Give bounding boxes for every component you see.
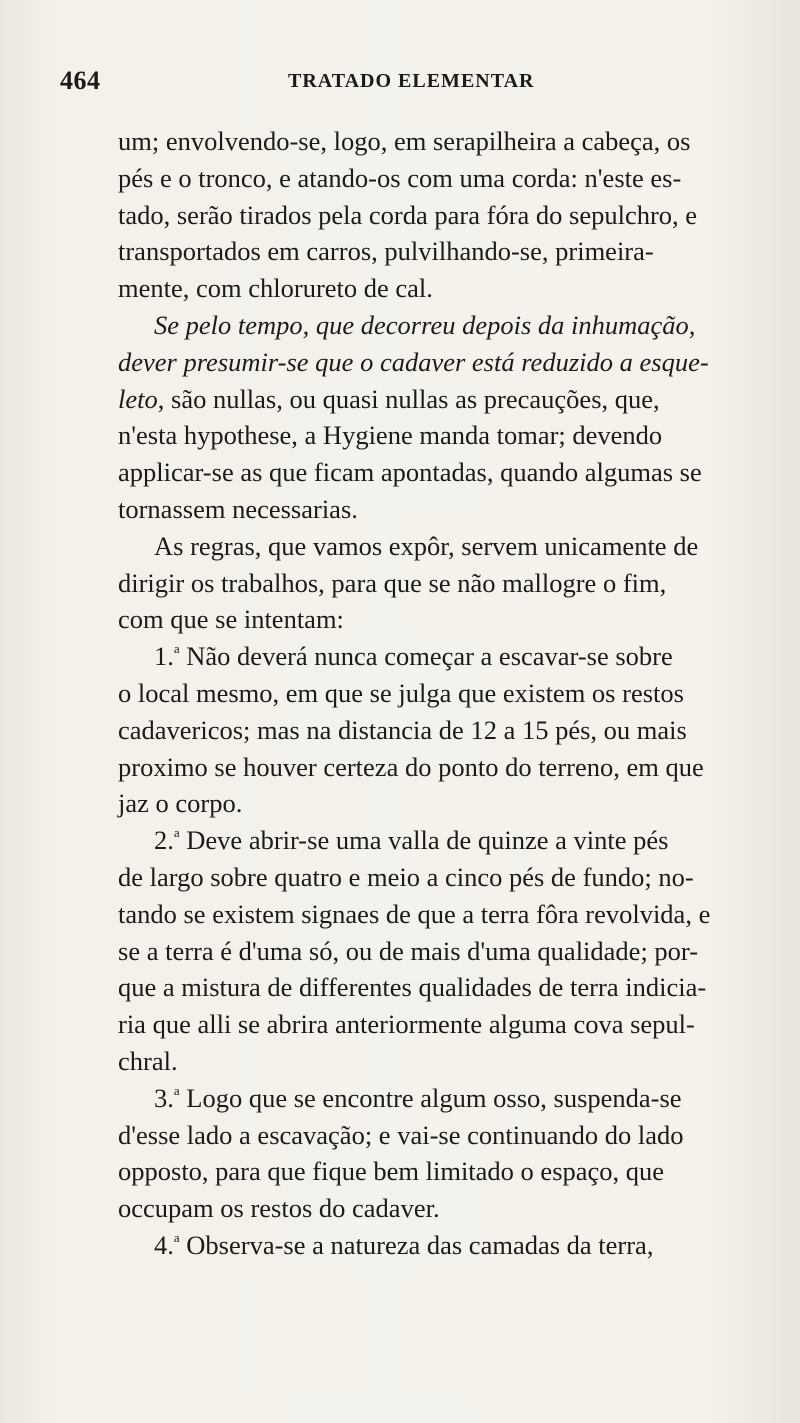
text-line: se a terra é d'uma só, ou de mais d'uma qualidade; por-: [118, 935, 699, 966]
text-line: mente, com chlorureto de cal.: [118, 273, 433, 304]
running-title: TRATADO ELEMENTAR: [288, 70, 535, 92]
page-number: 464: [60, 66, 101, 95]
text-line: cadavericos; mas na distancia de 12 a 15 pés, ou mais: [118, 714, 687, 745]
italic-line: Se pelo tempo, que decorreu depois da inhumação,: [154, 309, 696, 340]
italic-line: dever presumir-se que o cadaver está reduzido a esque-: [118, 346, 709, 377]
text-line: n'esta hypothese, a Hygiene manda tomar; devendo: [118, 420, 663, 451]
text-line: proximo se houver certeza do ponto do terreno, em que: [118, 751, 704, 782]
ordinal-mark: a: [173, 825, 180, 841]
rule-number: 1.: [154, 641, 174, 672]
text-fragment: Logo que se encontre algum osso, suspenda-se: [179, 1082, 682, 1113]
page-header: [60, 66, 740, 100]
text-fragment: , são nullas, ou quasi nullas as precauções, que,: [157, 383, 660, 414]
body-text: [118, 123, 746, 1264]
rule-number: 3.: [154, 1082, 174, 1113]
text-line: chral.: [118, 1045, 178, 1076]
text-line: tornassem necessarias.: [118, 493, 358, 524]
ordinal-mark: a: [173, 641, 180, 657]
text-line: jaz o corpo.: [118, 788, 243, 819]
text-line: opposto, para que fique bem limitado o espaço, que: [118, 1156, 665, 1187]
rule-number: 4.: [154, 1229, 174, 1260]
text-line: ria que alli se abrira anteriormente alguma cova sepul-: [118, 1009, 695, 1040]
text-fragment: Observa-se a natureza das camadas da terra,: [179, 1229, 654, 1260]
text-line: pés e o tronco, e atando-os com uma corda: n'este es-: [118, 162, 682, 193]
text-fragment: Não deverá nunca começar a escavar-se sobre: [179, 641, 673, 672]
rule-line: [118, 638, 746, 675]
rule-line: [118, 822, 746, 859]
text-fragment: Deve abrir-se uma valla de quinze a vinte pés: [179, 825, 669, 856]
text-line: um; envolvendo-se, logo, em serapilheira a cabeça, os: [118, 126, 691, 156]
text-line: transportados em carros, pulvilhando-se, primeira-: [118, 236, 654, 267]
text-line: tado, serão tirados pela corda para fóra do sepulchro, e: [118, 199, 698, 230]
text-line: que a mistura de differentes qualidades de terra indicia-: [118, 972, 707, 1003]
text-line: As regras, que vamos expôr, servem unicamente de: [154, 530, 699, 561]
text-line: tando se existem signaes de que a terra fôra revolvida, e: [118, 898, 711, 929]
text-line: com que se intentam:: [118, 604, 344, 635]
text-line: applicar-se as que ficam apontadas, quando algumas se: [118, 457, 702, 488]
text-line: dirigir os trabalhos, para que se não mallogre o fim,: [118, 567, 667, 598]
text-line: o local mesmo, em que se julga que existem os restos: [118, 677, 684, 708]
text-line: occupam os restos do cadaver.: [118, 1193, 440, 1224]
rule-line: [118, 1080, 746, 1117]
rule-line: [118, 1227, 746, 1264]
text-line: de largo sobre quatro e meio a cinco pés de fundo; no-: [118, 861, 694, 892]
ordinal-mark: a: [173, 1229, 180, 1245]
text-line: d'esse lado a escavação; e vai-se continuando do lado: [118, 1119, 684, 1150]
rule-number: 2.: [154, 825, 174, 856]
italic-fragment: leto: [118, 383, 158, 414]
text-line: [118, 381, 746, 418]
ordinal-mark: a: [173, 1082, 180, 1098]
